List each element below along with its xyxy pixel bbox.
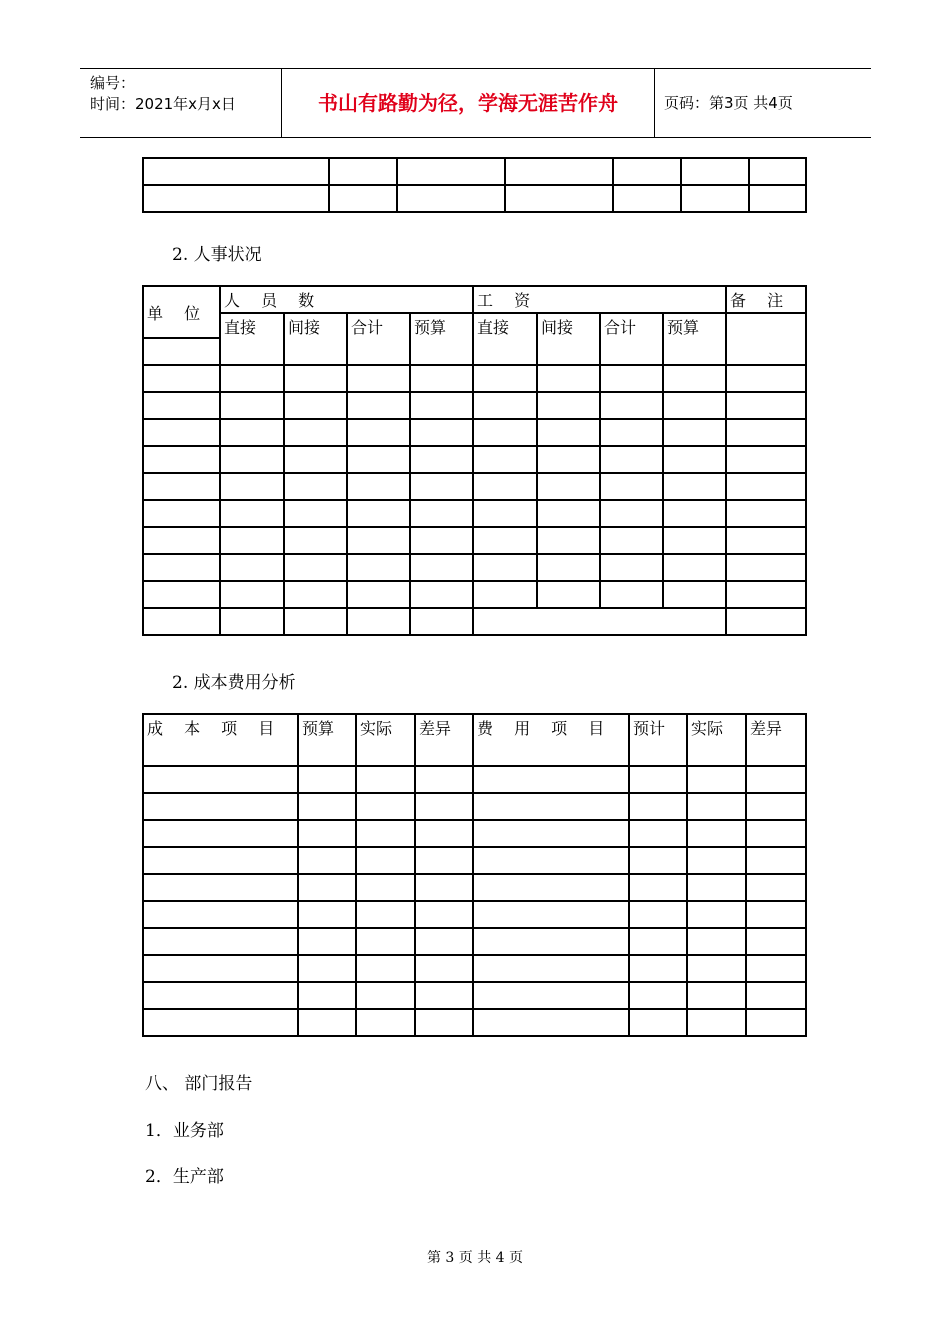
col-cost-item-header: 成 本 项 目 (144, 715, 299, 740)
col-actual-header: 实际 (357, 715, 416, 740)
dept-item-production: 2．生产部 (145, 1167, 224, 1187)
table-row (144, 794, 805, 821)
dept-item-sales: 1．业务部 (145, 1121, 224, 1141)
continuation-table (142, 157, 807, 213)
col-variance-header: 差异 (750, 719, 783, 738)
col-indirect-header: 间接 (538, 314, 601, 339)
document-date: 时间：2021年x月x日 (90, 95, 236, 113)
table-row (144, 582, 805, 609)
table-row (144, 609, 805, 634)
table-row (144, 875, 805, 902)
table-row (144, 848, 805, 875)
col-budget-header: 预算 (299, 715, 357, 740)
table-row (144, 902, 805, 929)
col-wage-header: 工 资 (474, 287, 727, 314)
page-header (80, 68, 871, 138)
col-estimate-header: 预计 (630, 715, 688, 740)
table-row (144, 821, 805, 848)
col-expense-item-header: 费 用 项 目 (474, 715, 630, 740)
table-header-row (144, 287, 805, 314)
col-actual-header: 实际 (688, 715, 747, 740)
col-staff-header: 人 员 数 (221, 287, 474, 314)
table-row (144, 956, 805, 983)
table-row (144, 528, 805, 555)
col-indirect-header: 间接 (285, 314, 348, 339)
table-subheader-row (144, 314, 805, 339)
personnel-section-title: 2. 人事状况 (172, 245, 262, 265)
table-row (144, 474, 805, 501)
header-divider (654, 69, 655, 137)
col-direct-header: 直接 (221, 314, 285, 339)
cost-analysis-table (142, 713, 807, 1037)
header-meta (90, 73, 236, 115)
table-row (144, 393, 805, 420)
table-row (144, 339, 805, 366)
personnel-table (142, 285, 807, 636)
table-row (144, 501, 805, 528)
table-row (144, 1010, 805, 1035)
table-row (144, 555, 805, 582)
header-page-number: 页码：第3页 共4页 (664, 94, 793, 112)
col-remark-header: 备 注 (727, 287, 805, 314)
table-row (144, 740, 805, 767)
col-budget-header: 预算 (411, 314, 474, 339)
table-row (144, 159, 805, 186)
department-report-title: 八、 部门报告 (145, 1074, 253, 1094)
document-number: 编号： (90, 74, 136, 92)
table-row (144, 929, 805, 956)
col-direct-header: 直接 (474, 314, 538, 339)
col-variance-header: 差异 (416, 715, 474, 740)
header-motto: 书山有路勤为径，学海无涯苦作舟 (318, 91, 618, 115)
cost-section-title: 2. 成本费用分析 (172, 673, 296, 693)
col-total-header: 合计 (601, 314, 664, 339)
table-row (144, 447, 805, 474)
page-footer: 第 3 页 共 4 页 (426, 1250, 524, 1266)
col-budget-header: 预算 (664, 314, 727, 339)
table-row (144, 366, 805, 393)
table-header-row (144, 715, 805, 740)
col-unit-header: 单 位 (144, 287, 221, 339)
col-total-header: 合计 (348, 314, 411, 339)
table-row (144, 420, 805, 447)
table-row (144, 767, 805, 794)
table-row (144, 983, 805, 1010)
table-row (144, 186, 805, 211)
